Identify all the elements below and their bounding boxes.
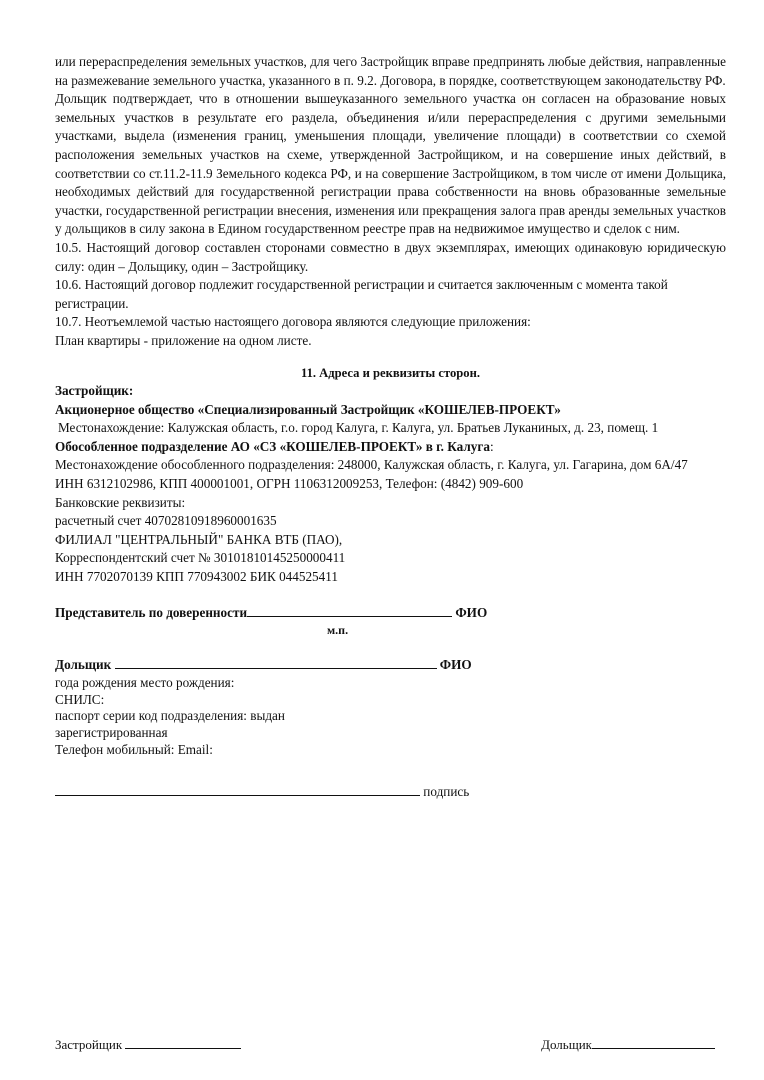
branch-heading-row	[55, 438, 726, 457]
paragraph-10-7: 10.7. Неотъемлемой частью настоящего договора являются следующие приложения:	[55, 314, 531, 330]
buyer-signature-row	[55, 783, 726, 802]
paragraph-redistribution: или перераспределения земельных участков, для чего Застройщик вправе предпринять любые действия, направленные на размежевание земельного участка, указанного в п. 9.2. Договора, в порядке, соответствующем законодательству РФ.	[55, 54, 726, 88]
buyer-details	[55, 675, 726, 759]
paragraph-10-5: 10.5. Настоящий договор составлен сторонами совместно в двух экземплярах, имеющих одинаковую юридическую силу: один – Дольщику, один – Застройщику.	[55, 239, 726, 274]
footer-buyer-label: Дольщик	[541, 1037, 592, 1052]
representative-label: Представитель по доверенности	[55, 604, 248, 620]
bank-account: расчетный счет 40702810918960001635	[55, 513, 277, 529]
representative-row	[55, 604, 726, 623]
footer-developer-sign	[55, 1036, 241, 1053]
page-footer	[55, 1036, 715, 1053]
buyer-row	[55, 656, 726, 675]
buyer-contacts: Телефон мобильный: Email:	[55, 742, 213, 757]
signature-label: подпись	[423, 783, 470, 799]
developer-ids: ИНН 6312102986, КПП 400001001, ОГРН 1106312009253, Телефон: (4842) 909-600	[55, 476, 524, 492]
developer-location: Местонахождение: Калужская область, г.о. город Калуга, г. Калуга, ул. Братьев Луканиных, д. 23, помещ. 1	[58, 420, 659, 436]
document-page	[55, 53, 726, 801]
paragraph-consent: Дольщик подтверждает, что в отношении вышеуказанного земельного участка он согласен на образование новых земельных участков в результате его раздела, объединения и/или перераспределения с другими земельными участками, выдела (изменения границ, уменьшения площади, увеличение площади) в соответствии со схемой расположения земельных участков на схеме, утвержденной Застройщиком, и на совершение иных действий, в соответствии со ст.11.2-11.9 Земельного кодекса РФ, и на совершение Застройщиком, в том числе от имени Дольщика, необходимых действий для государственной регистрации права собственности на вновь образованные земельные участки, государственной регистрации внесения, изменения или прекращения залога прав аренды земельных участков у дольщиков в силу закона в Едином государственном реестре прав на недвижимое имущество и сделок с ним.	[55, 91, 726, 237]
developer-heading: Застройщик:	[55, 383, 134, 399]
buyer-block	[55, 656, 726, 801]
representative-signature-line[interactable]	[247, 604, 452, 617]
paragraph-10-6: 10.6. Настоящий договор подлежит государственной регистрации и считается заключенным с момента такой регистрации.	[55, 277, 668, 311]
representative-fio: ФИО	[455, 604, 488, 620]
buyer-name-line[interactable]	[115, 656, 437, 669]
bank-ids: ИНН 7702070139 КПП 770943002 БИК 044525411	[55, 569, 338, 585]
buyer-birth: года рождения место рождения:	[55, 674, 235, 690]
buyer-fio: ФИО	[439, 657, 472, 673]
stamp-placeholder: м.п.	[327, 623, 349, 638]
corr-account: Корреспондентский счет № 30101810145250000411	[55, 550, 346, 566]
section-title: 11. Адреса и реквизиты сторон.	[300, 365, 480, 380]
branch-location: Местонахождение обособленного подразделения: 248000, Калужская область, г. Калуга, ул. Гагарина, дом 6А/47	[55, 457, 688, 473]
bank-heading: Банковские реквизиты:	[55, 494, 186, 510]
buyer-signature-line[interactable]	[55, 783, 420, 796]
paragraph-apartment-plan: План квартиры - приложение на одном листе.	[55, 332, 312, 348]
buyer-snils: СНИЛС:	[55, 691, 105, 707]
footer-developer-label: Застройщик	[55, 1037, 123, 1052]
developer-company-name: Акционерное общество «Специализированный Застройщик «КОШЕЛЕВ-ПРОЕКТ»	[55, 401, 561, 417]
branch-heading: Обособленное подразделение АО «СЗ «КОШЕЛЕВ-ПРОЕКТ» в г. Калуга	[55, 438, 490, 454]
bank-name: ФИЛИАЛ "ЦЕНТРАЛЬНЫЙ" БАНКА ВТБ (ПАО),	[55, 531, 343, 547]
developer-details	[55, 382, 726, 587]
buyer-passport: паспорт серии код подразделения: выдан	[55, 708, 285, 724]
buyer-registered: зарегистрированная	[55, 725, 168, 741]
footer-buyer-sign	[541, 1036, 715, 1053]
footer-developer-line[interactable]	[125, 1036, 241, 1049]
branch-heading-colon: :	[489, 438, 494, 454]
representative-signature-block	[55, 604, 726, 639]
footer-buyer-line[interactable]	[592, 1036, 715, 1049]
buyer-label: Дольщик	[55, 657, 112, 673]
